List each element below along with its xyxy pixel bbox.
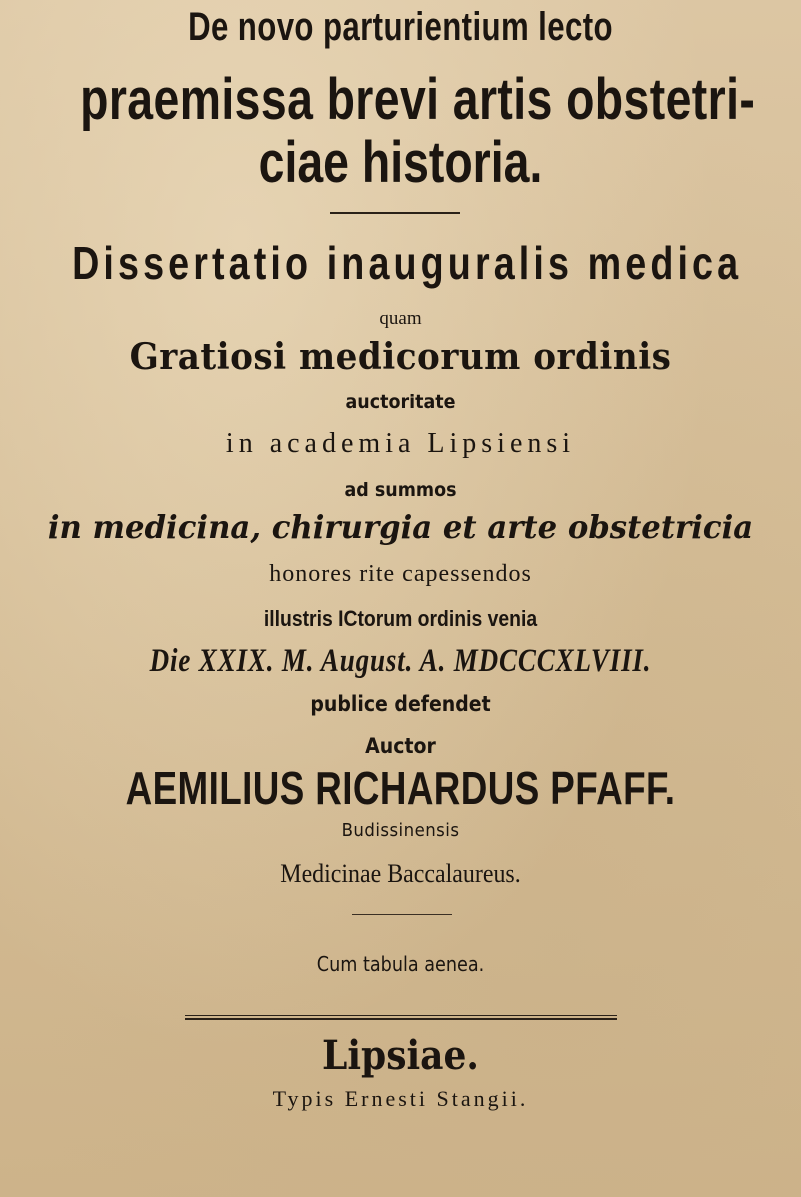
plate-note: Cum tabula aenea. — [316, 952, 485, 976]
imprint-printer: Typis Ernesti Stangii. — [272, 1086, 529, 1111]
divider-rule — [330, 212, 460, 214]
divider-rule-short — [352, 914, 452, 915]
auctor-label: Auctor — [365, 734, 436, 758]
title-line-1: De novo parturientium lecto — [188, 5, 613, 49]
title-line-3: ciae historia. — [258, 130, 543, 195]
auctoritate-text: auctoritate — [345, 391, 456, 413]
author-origin: Budissinensis — [341, 820, 460, 841]
publice-text: publice defendet — [310, 692, 491, 716]
quam-text: quam — [379, 308, 422, 329]
imprint-place: Lipsiae. — [322, 1032, 479, 1079]
date-text: Die XXIX. M. August. A. MDCCCXLVIII. — [149, 643, 652, 679]
ordo-text: Gratiosi medicorum ordinis — [129, 336, 672, 378]
double-rule-top — [185, 1015, 617, 1016]
title-line-2: praemissa brevi artis obstetri- — [80, 67, 756, 132]
academia-text: in academia Lipsiensi — [225, 428, 576, 459]
venia-text: illustris ICtorum ordinis venia — [263, 606, 538, 631]
double-rule-bottom — [185, 1018, 617, 1020]
author-name: AEMILIUS RICHARDUS PFAFF. — [125, 762, 676, 814]
author-degree: Medicinae Baccalaureus. — [280, 859, 521, 888]
ad-summos-text: ad summos — [344, 479, 457, 501]
dissertation-heading: Dissertatio inauguralis medica — [72, 237, 743, 289]
disciplines-text: in medicina, chirurgia et arte obstetricia — [47, 508, 754, 546]
honores-text: honores rite capessendos — [269, 561, 532, 587]
